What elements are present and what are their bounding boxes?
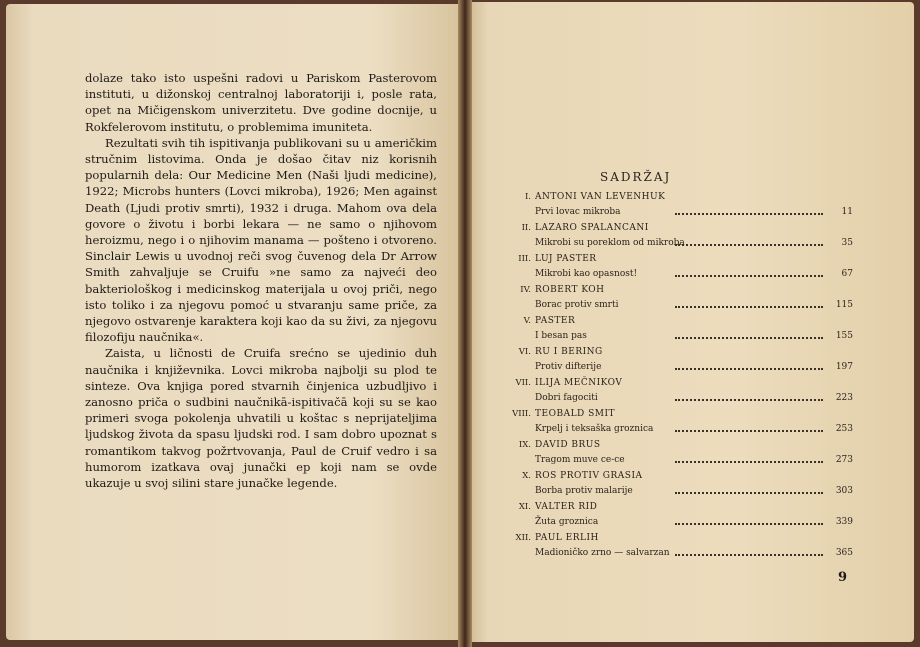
toc-entry-subtitle: Mikrobi su poreklom od mikroba	[535, 238, 685, 248]
toc-entry	[505, 285, 853, 316]
toc-entry	[505, 347, 853, 378]
toc-title: SADRŽAJ	[600, 170, 672, 184]
toc-dot-leader	[675, 362, 823, 370]
toc-dot-leader	[675, 455, 823, 463]
toc-entry	[505, 223, 853, 254]
toc-entry-subtitle: Prvi lovac mikroba	[535, 207, 621, 217]
toc-entry	[505, 533, 853, 564]
toc-entry-page: 67	[841, 269, 853, 279]
toc-entry-page: 197	[835, 362, 853, 372]
toc-entry-number: X.	[522, 471, 531, 481]
toc-entry-number: II.	[521, 223, 531, 233]
toc-entry-number: VIII.	[512, 409, 531, 419]
toc-entry-title: VALTER RID	[535, 502, 598, 512]
toc-entry-page: 339	[835, 517, 853, 527]
toc-entry-title: ANTONI VAN LEVENHUK	[535, 192, 666, 202]
toc-entry-page: 303	[835, 486, 853, 496]
toc-entry-title: PAUL ERLIH	[535, 533, 599, 543]
toc-entry-title: ROS PROTIV GRASIA	[535, 471, 643, 481]
toc-entry-number: III.	[518, 254, 531, 264]
toc-entry-subtitle: Borba protiv malarije	[535, 486, 633, 496]
toc-entry-subtitle: Protiv difterije	[535, 362, 602, 372]
toc-entry-page: 273	[835, 455, 853, 465]
toc-entry-subtitle: Dobri fagociti	[535, 393, 598, 403]
toc-entry-subtitle: Žuta groznica	[535, 517, 599, 527]
toc-dot-leader	[675, 393, 823, 401]
toc-entry-title: ROBERT KOH	[535, 285, 605, 295]
toc-entry-number: I.	[524, 192, 531, 202]
table-of-contents	[505, 192, 853, 564]
toc-entry-title: RU I BERING	[535, 347, 603, 357]
toc-entry-title: ILIJA MEČNIKOV	[535, 378, 623, 388]
toc-entry-subtitle: Krpelj i teksaška groznica	[535, 424, 654, 434]
toc-entry-page: 253	[835, 424, 853, 434]
toc-dot-leader	[675, 548, 823, 556]
toc-entry-subtitle: Mikrobi kao opasnost!	[535, 269, 638, 279]
toc-entry	[505, 502, 853, 533]
toc-entry-title: DAVID BRUS	[535, 440, 601, 450]
toc-entry	[505, 440, 853, 471]
toc-dot-leader	[675, 486, 823, 494]
paragraph: Zaista, u ličnosti de Cruifa srećno se ujedinio duh naučnika i književnika. Lovci mikroba najbolji su plod te sinteze. Ova knjiga pored stvarnih činjenica uzbudljivo i zanosno priča o sudbini naučnikā-ispitivačā koji su se kao primeri svoga pokolenja uhvatili u koštac s neprijateljima ljudskog života da spasu ljudski rod. I sam dobro upoznat s romantikom takvog požrtvovanja, Paul de Cruif vedro i sa humorom izatkava ovaj junački ep koji nam se ovde ukazuje u svoj silini stare junačke legende.	[85, 346, 437, 491]
toc-dot-leader	[675, 424, 823, 432]
paragraph: dolaze tako isto uspešni radovi u Pariskom Pasterovom instituti, u dižonskoj centralnoj laboratoriji i, posle rata, opet na Mičigenskom univerzitetu. Dve godine docnije, u Rokfelerovom institutu, o problemima imuniteta.	[85, 71, 437, 134]
toc-entry-title: PASTER	[535, 316, 576, 326]
toc-entry-subtitle: Tragom muve ce-ce	[535, 455, 625, 465]
toc-entry-number: VI.	[518, 347, 531, 357]
toc-entry-number: IX.	[518, 440, 531, 450]
page-number: 9	[838, 570, 848, 585]
toc-entry-title: TEOBALD SMIT	[535, 409, 616, 419]
toc-entry	[505, 316, 853, 347]
toc-entry-page: 115	[835, 300, 853, 310]
book-gutter	[458, 0, 472, 647]
toc-dot-leader	[675, 300, 823, 308]
toc-entry-number: IV.	[520, 285, 531, 295]
toc-dot-leader	[675, 238, 823, 246]
toc-entry-page: 365	[835, 548, 853, 558]
toc-entry-number: VII.	[515, 378, 531, 388]
toc-entry	[505, 378, 853, 409]
toc-entry	[505, 192, 853, 223]
left-page-body	[85, 70, 437, 491]
toc-dot-leader	[675, 207, 823, 215]
toc-dot-leader	[675, 331, 823, 339]
toc-entry-page: 223	[835, 393, 853, 403]
toc-dot-leader	[675, 269, 823, 277]
paragraph: Rezultati svih tih ispitivanja publikovani su u američkim stručnim listovima. Onda je došao čitav niz korisnih popularnih dela: Our Medicine Men (Naši ljudi medicine), 1922; Microbs hunters (Lovci mikroba), 1926; Men against Death (Ljudi protiv smrti), 1932 i druga. Mahom ova dela govore o životu i borbi lekara — ne samo o njihovom heroizmu, nego i o njihovim manama — pošteno i otvoreno. Sinclair Lewis u uvodnoj reči svog čuvenog dela Dr Arrow Smith zahvaljuje se Cruifu »ne samo za najveći deo bakteriološkog i medicinskog materijala u ovoj priči, nego isto toliko i za njegovu pomoć u stvaranju same priče, za njegovo ostvarenje karaktera koji kao da su živi, za njegovu filozofiju naučnika«.	[85, 135, 437, 345]
toc-entry-title: LAZARO SPALANCANI	[535, 223, 649, 233]
toc-entry-number: XI.	[518, 502, 531, 512]
toc-entry-number: V.	[523, 316, 531, 326]
toc-entry-subtitle: Borac protiv smrti	[535, 300, 619, 310]
toc-entry	[505, 471, 853, 502]
toc-dot-leader	[675, 517, 823, 525]
toc-entry-page: 35	[841, 238, 853, 248]
toc-entry-page: 11	[841, 207, 853, 217]
toc-entry	[505, 409, 853, 440]
toc-entry-page: 155	[835, 331, 853, 341]
toc-entry-subtitle: I besan pas	[535, 331, 587, 341]
toc-entry-subtitle: Madioničko zrno — salvarzan	[535, 548, 670, 558]
toc-entry-number: XII.	[515, 533, 531, 543]
toc-entry	[505, 254, 853, 285]
toc-entry-title: LUJ PASTER	[535, 254, 597, 264]
